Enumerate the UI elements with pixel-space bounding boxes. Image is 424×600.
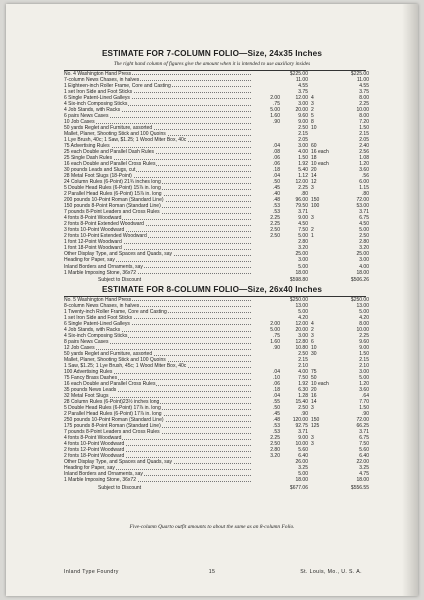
auxiliary-total: 1.50 (359, 125, 369, 132)
section-2-title: ESTIMATE FOR 8-COLUMN FOLIO—Size, 26x40 Inches (101, 285, 323, 294)
auxiliary-quantity: 2 (311, 107, 314, 114)
auxiliary-total: 5.00 (359, 309, 369, 316)
item-description-text: 4 Six-inch Composing Sticks (64, 101, 128, 108)
unit-price: .75 (273, 333, 280, 340)
auxiliary-total: .64 (362, 393, 369, 400)
item-description-text: 12 Job Cases (64, 345, 95, 352)
auxiliary-total: 2.56 (359, 149, 369, 156)
full-total: 2.15 (298, 357, 308, 364)
full-total: 2.50 (298, 351, 308, 358)
auxiliary-total: 6.75 (359, 435, 369, 442)
full-total: 2.05 (298, 137, 308, 144)
full-total: 3.00 (298, 333, 308, 340)
full-total: 96.00 (295, 197, 308, 204)
full-total: 4.55 (298, 83, 308, 90)
full-total: 9.00 (298, 435, 308, 442)
auxiliary-quantity: 6 (311, 339, 314, 346)
unit-price: .04 (273, 173, 280, 180)
full-total: 11.00 (295, 77, 308, 84)
footer-publisher: Inland Type Foundry (64, 569, 119, 575)
full-total: 9.60 (298, 113, 308, 120)
item-description-text: 2 Parallel Head Rules (6-Point) 17⅞ in. long (64, 411, 162, 418)
unit-price: .90 (273, 119, 280, 126)
auxiliary-total: 9.60 (359, 339, 369, 346)
subtotal-row (64, 276, 369, 284)
unit-price: .75 (273, 101, 280, 108)
auxiliary-quantity: 100 (311, 203, 320, 210)
full-total: 92.75 (295, 423, 308, 430)
item-description-text: 75 Fancy Brass Dashes (64, 375, 118, 382)
item-description-text: 4 fonts 10-Point Woodward (64, 441, 125, 448)
item-description-text: No. 5 Washington Hand Press (64, 297, 132, 303)
auxiliary-quantity: 2 (311, 327, 314, 334)
unit-price: .53 (273, 203, 280, 210)
subtotal-spacer (308, 276, 337, 284)
item-description-text: 10 Job Cases (64, 119, 95, 126)
auxiliary-total: 2.80 (359, 239, 369, 246)
full-total: 7.50 (298, 227, 308, 234)
full-total: 4.00 (298, 369, 308, 376)
item-description-text: 1 Eighteen-inch Roller Frame, Core and Casting (64, 83, 171, 90)
auxiliary-total: $225.00 (350, 71, 369, 77)
full-total: 3.25 (298, 465, 308, 472)
unit-price: 2.50 (270, 441, 280, 448)
unit-price: .53 (273, 429, 280, 436)
section-1-title: ESTIMATE FOR 7-COLUMN FOLIO—Size, 24x35 Inches (101, 49, 323, 58)
full-total: 13.00 (295, 303, 308, 310)
item-description-text: 4 fonts 8-Point Woodward (64, 215, 122, 222)
auxiliary-total: 4.50 (359, 221, 369, 228)
auxiliary-quantity: 4 (311, 321, 314, 328)
full-total: 5.40 (298, 167, 308, 174)
full-total: 10.80 (295, 345, 308, 352)
unit-price: .50 (273, 179, 280, 186)
item-description-text: 5 Double Head Rules (6-Point) 17⅞ in. long (64, 405, 161, 412)
auxiliary-total: 10.00 (356, 327, 369, 334)
item-description-text: 5 Double Head Rules (6-Point) 15⅞ in. long (64, 185, 161, 192)
item-description-text: 2 fonts 18-Point Woodward (64, 453, 125, 460)
full-total: $250.00 (289, 297, 308, 303)
full-total: 18.00 (295, 269, 308, 276)
full-total: 2.50 (298, 125, 308, 132)
auxiliary-quantity: 75 (311, 369, 317, 376)
full-total: 4.00 (298, 149, 308, 156)
item-description-text: 7 pounds 8-Point Leaders and Cross Rules (64, 429, 160, 436)
section-1-rows (64, 71, 369, 283)
item-description-text: 3 fonts 10-Point Woodward (64, 227, 125, 234)
catalog-page (6, 4, 418, 596)
auxiliary-total: 1.20 (359, 381, 369, 388)
item-description-text: 6 pairs News Cases (64, 113, 109, 120)
auxiliary-total: 9.00 (359, 345, 369, 352)
auxiliary-total: 2.15 (359, 357, 369, 364)
item-description-text: Inland Borders and Ornaments, say (64, 471, 143, 478)
item-description-text: 4 Six-inch Composing Sticks (64, 333, 128, 340)
item-description-text: 16 each Double and Parallel Cross Rules (64, 161, 156, 168)
item-description-text: 250 pounds 10-Point Roman (Standard Line) (64, 417, 164, 424)
auxiliary-total: 3.75 (359, 89, 369, 96)
auxiliary-total: 3.60 (359, 387, 369, 394)
page-binding-shadow (402, 4, 418, 596)
auxiliary-total: 4.00 (359, 263, 369, 270)
unit-price: .55 (273, 399, 280, 406)
item-description-text: 1 set Iron Side and Foot Sticks (64, 89, 133, 96)
auxiliary-quantity: 3 (311, 101, 314, 108)
item-description-text: 7 pounds 8-Point Leaders and Cross Rules (64, 209, 160, 216)
unit-price: 3.20 (270, 453, 280, 460)
auxiliary-quantity: 5 (311, 113, 314, 120)
unit-price: .06 (273, 381, 280, 388)
full-total: 5.00 (298, 471, 308, 478)
auxiliary-total: 13.00 (356, 303, 369, 310)
unit-price: 2.80 (270, 447, 280, 454)
full-total: 3.20 (298, 245, 308, 252)
full-total: 1.12 (298, 173, 308, 180)
auxiliary-total: 3.60 (359, 167, 369, 174)
auxiliary-total: 18.00 (356, 477, 369, 484)
auxiliary-total: 5.00 (359, 375, 369, 382)
item-description-text: 50 yards Reglet and Furniture, assorted (64, 351, 153, 358)
item-description-text: Other Display Type, and Spaces and Quads, say (64, 251, 173, 258)
item-description-text: 2 Parallel Head Rules (6-Point) 15⅞ in. long (64, 191, 162, 198)
item-description-text: 8 pairs News Cases (64, 339, 109, 346)
auxiliary-total: 2.15 (359, 131, 369, 138)
auxiliary-total: 3.00 (359, 369, 369, 376)
auxiliary-quantity: 30 (311, 351, 317, 358)
item-description-text: Mallet, Planer, Shooting Stick and 100 Quoins (64, 357, 166, 364)
auxiliary-total: 1.50 (359, 405, 369, 412)
unit-price: .08 (273, 149, 280, 156)
full-total: 1.92 (298, 161, 308, 168)
full-total: $225.00 (289, 71, 308, 77)
item-description-text: 1 Marble Imposing Stone, 36x72 (64, 477, 136, 484)
full-total: .90 (301, 411, 308, 418)
subtotal-auxiliary: $506.26 (350, 277, 369, 284)
item-description-text: 25 Single Dash Rules (64, 155, 113, 162)
auxiliary-total: 2.50 (359, 233, 369, 240)
unit-price: .40 (273, 191, 280, 198)
auxiliary-quantity: 4 (311, 95, 314, 102)
unit-price: .48 (273, 417, 280, 424)
full-total: .80 (301, 191, 308, 198)
unit-price: .45 (273, 185, 280, 192)
unit-price: .04 (273, 369, 280, 376)
item-description-text: 24 Column Rules (6-Point) 21¾ inches long (64, 179, 161, 186)
full-total: 3.00 (298, 101, 308, 108)
auxiliary-quantity: 60 (311, 143, 317, 150)
section-2-rows (64, 297, 369, 491)
item-description-text: 2 fonts 12-Point Woodward (64, 447, 125, 454)
item-description-text: 1 font 12-Point Woodward (64, 239, 122, 246)
full-total: 120.00 (292, 417, 308, 424)
auxiliary-quantity: 10 each (311, 381, 329, 388)
subtotal-auxiliary: $556.55 (350, 484, 369, 491)
auxiliary-quantity: 14 (311, 173, 317, 180)
section-2-estimate-table (64, 297, 369, 491)
unit-price: .04 (273, 143, 280, 150)
auxiliary-quantity: 20 (311, 387, 317, 394)
full-total: 20.00 (295, 327, 308, 334)
auxiliary-quantity: 150 (311, 417, 320, 424)
unit-price: .06 (273, 155, 280, 162)
auxiliary-total: 72.00 (356, 417, 369, 424)
unit-price: .10 (273, 375, 280, 382)
auxiliary-total: 18.00 (356, 269, 369, 276)
item-description-text: Other Display Type, and Spaces and Quads, say (64, 459, 173, 466)
item-description-text: 75 Advertising Rules (64, 143, 110, 150)
auxiliary-total: 3.71 (359, 209, 369, 216)
auxiliary-quantity: 16 each (311, 149, 329, 156)
auxiliary-total: .90 (362, 411, 369, 418)
auxiliary-quantity: 3 (311, 435, 314, 442)
full-total: 12.00 (295, 321, 308, 328)
full-total: 12.80 (295, 339, 308, 346)
full-total: 2.80 (298, 239, 308, 246)
unit-price: .06 (273, 161, 280, 168)
auxiliary-total: .56 (362, 173, 369, 180)
auxiliary-total: 22.00 (356, 459, 369, 466)
auxiliary-total: 25.00 (356, 251, 369, 258)
full-total: 26.00 (295, 459, 308, 466)
unit-price: 5.00 (270, 107, 280, 114)
auxiliary-quantity: 8 (311, 119, 314, 126)
item-description-text: 6 Single Patent-Lined Galleys (64, 95, 130, 102)
item-description-text: 32 Metal Foot Slugs (64, 393, 109, 400)
unit-price: 2.00 (270, 95, 280, 102)
auxiliary-quantity: 18 (311, 155, 317, 162)
item-description-text: Inland Borders and Ornaments, say (64, 263, 143, 270)
auxiliary-total: 3.71 (359, 429, 369, 436)
auxiliary-total: 8.00 (359, 95, 369, 102)
unit-price: 5.00 (270, 327, 280, 334)
auxiliary-total: 10.00 (356, 107, 369, 114)
item-description-text: 1 Lye Brush, 40c; 1 Saw, $1.25; 1 Wood Miter Box, 40c (64, 137, 187, 144)
item-description-text: 50 yards Reglet and Furniture, assorted (64, 125, 153, 132)
full-total: 15.40 (295, 399, 308, 406)
auxiliary-total: 53.00 (356, 203, 369, 210)
unit-price: .53 (273, 423, 280, 430)
item-description-text: Mallet, Planer, Shooting Stick and 100 Quoins (64, 131, 166, 138)
item-description-text: 28 Column Rules (6-Point)23½ inches long (64, 399, 160, 406)
item-description-text: 35 pounds News Leads (64, 387, 117, 394)
item-description-text: Heading for Paper, say (64, 257, 115, 264)
auxiliary-total: 11.00 (356, 77, 369, 84)
unit-price: .48 (273, 197, 280, 204)
full-total: 1.28 (298, 393, 308, 400)
auxiliary-quantity: 50 (311, 375, 317, 382)
full-total: 2.50 (298, 405, 308, 412)
auxiliary-total: 3.20 (359, 245, 369, 252)
auxiliary-total: 7.50 (359, 441, 369, 448)
unit-price: 2.25 (270, 435, 280, 442)
auxiliary-total: 2.05 (359, 137, 369, 144)
auxiliary-quantity: 3 (311, 405, 314, 412)
auxiliary-total: 3.25 (359, 465, 369, 472)
full-total: 5.00 (298, 233, 308, 240)
full-total: 7.50 (298, 375, 308, 382)
item-description-text: 4 Job Stands, with Racks (64, 327, 121, 334)
footer-page-number: 15 (208, 569, 216, 575)
item-description-text: 200 pounds 10-Point Roman (Standard Line) (64, 197, 164, 204)
item-description-text: 25 each Double and Parallel Dash Rules (64, 149, 155, 156)
unit-price: 2.50 (270, 227, 280, 234)
auxiliary-quantity: 2 (311, 227, 314, 234)
item-description-text: Heading for Paper, say (64, 465, 115, 472)
full-total: 3.71 (298, 209, 308, 216)
item-description-text: 1 Marble Imposing Stone, 36x72 (64, 269, 136, 276)
auxiliary-total: .80 (362, 191, 369, 198)
full-total: 5.00 (298, 309, 308, 316)
item-description-text: No. 4 Washington Hand Press (64, 71, 132, 77)
auxiliary-quantity: 10 (311, 125, 317, 132)
item-description-text: 7-column News Chases, in halves (64, 77, 140, 84)
auxiliary-total: 5.60 (359, 447, 369, 454)
unit-price: 1.60 (270, 113, 280, 120)
full-total: 79.50 (295, 203, 308, 210)
full-total: 1.92 (298, 381, 308, 388)
item-description-text: 2 fonts 8-Point Extended Woodward (64, 221, 144, 228)
full-total: 20.00 (295, 107, 308, 114)
full-total: 9.00 (298, 119, 308, 126)
auxiliary-total: 66.25 (356, 423, 369, 430)
auxiliary-quantity: 3 (311, 333, 314, 340)
unit-price: 2.25 (270, 221, 280, 228)
item-description-text: 100 Advertising Rules (64, 369, 113, 376)
auxiliary-total: 2.25 (359, 101, 369, 108)
full-total: 10.00 (295, 441, 308, 448)
full-total: 6.40 (298, 453, 308, 460)
item-description-text: 1 font 18-Point Woodward (64, 245, 122, 252)
subtotal-row (64, 483, 369, 491)
auxiliary-quantity: 16 (311, 393, 317, 400)
item-description-text: 8-column News Chases, in halves (64, 303, 140, 310)
unit-price: 1.60 (270, 339, 280, 346)
full-total: 4.50 (298, 221, 308, 228)
subtotal-full: $677.06 (289, 484, 308, 491)
auxiliary-total: 3.00 (359, 257, 369, 264)
auxiliary-quantity: 3 (311, 185, 314, 192)
full-total: 9.00 (298, 215, 308, 222)
unit-price: .18 (273, 167, 280, 174)
auxiliary-quantity: 20 (311, 167, 317, 174)
full-total: 25.00 (295, 251, 308, 258)
full-total: 4.20 (298, 315, 308, 322)
full-total: 1.50 (298, 155, 308, 162)
item-description-text: 1 Twenty-inch Roller Frame, Core and Casting (64, 309, 167, 316)
item-description-text: 28 Metal Foot Slugs (18-Point) (64, 173, 132, 180)
auxiliary-total: 7.20 (359, 119, 369, 126)
item-description-text: 2 fonts 10-Point Extended Woodward (64, 233, 147, 240)
subtotal-spacer (308, 483, 337, 491)
auxiliary-total: 2.40 (359, 143, 369, 150)
item-description-text: 4 Job Stands, with Racks (64, 107, 121, 114)
auxiliary-quantity: 14 (311, 399, 317, 406)
full-total: 2.10 (298, 363, 308, 370)
unit-price: .04 (273, 393, 280, 400)
subtotal-spacer (254, 483, 280, 491)
full-total: 3.00 (298, 257, 308, 264)
auxiliary-total: 7.70 (359, 399, 369, 406)
unit-price: .18 (273, 387, 280, 394)
full-total: 2.25 (298, 185, 308, 192)
full-total: 12.00 (295, 179, 308, 186)
item-description-text: 16 each Double and Parallel Cross Rules (64, 381, 156, 388)
full-total: 18.00 (295, 477, 308, 484)
auxiliary-quantity: 10 (311, 345, 317, 352)
section-1-estimate-table (64, 71, 369, 283)
auxiliary-quantity: 125 (311, 423, 320, 430)
auxiliary-total: 2.10 (359, 363, 369, 370)
item-description-text: 175 pounds 8-Point Roman (Standard Line) (64, 423, 161, 430)
subtotal-spacer (254, 276, 280, 284)
full-total: 3.75 (298, 89, 308, 96)
item-description-text: 6 Single Patent-Lined Galleys (64, 321, 130, 328)
outfit-footnote: Five-column Quarto outfit amounts to about the same as an 8-column Folio. (129, 524, 295, 530)
section-1-subtitle: The right hand column of figures give the amount when it is intended to use auxiliary insides (113, 61, 311, 67)
auxiliary-quantity: 3 (311, 441, 314, 448)
item-description-text: 30 pounds Leads and Slugs, cut (64, 167, 136, 174)
auxiliary-total: 5.00 (359, 227, 369, 234)
auxiliary-quantity: 12 (311, 179, 317, 186)
unit-price: .90 (273, 345, 280, 352)
full-total: 2.15 (298, 131, 308, 138)
unit-price: .50 (273, 405, 280, 412)
subtotal-label: Subject to Discount (98, 277, 142, 284)
footer-location: St. Louis, Mo., U. S. A. (300, 569, 362, 575)
unit-price: 2.00 (270, 321, 280, 328)
unit-price: 2.50 (270, 233, 280, 240)
item-description-text: 4 fonts 8-Point Woodward (64, 435, 122, 442)
item-description-text: 1 set Iron Side and Foot Sticks (64, 315, 133, 322)
auxiliary-quantity: 1 (311, 233, 314, 240)
auxiliary-quantity: 3 (311, 215, 314, 222)
full-total: 5.60 (298, 447, 308, 454)
auxiliary-quantity: 150 (311, 197, 320, 204)
subtotal-full: $598.80 (289, 277, 308, 284)
auxiliary-total: 72.00 (356, 197, 369, 204)
full-total: 3.00 (298, 143, 308, 150)
auxiliary-total: 2.25 (359, 333, 369, 340)
auxiliary-total: 1.15 (359, 185, 369, 192)
auxiliary-total: 6.75 (359, 215, 369, 222)
unit-price: 2.25 (270, 215, 280, 222)
auxiliary-total: 6.00 (359, 179, 369, 186)
item-description-text: 150 pounds 8-Point Roman (Standard Line) (64, 203, 161, 210)
unit-price: .53 (273, 209, 280, 216)
auxiliary-total: 8.00 (359, 321, 369, 328)
auxiliary-total: 8.00 (359, 113, 369, 120)
auxiliary-total: 4.55 (359, 83, 369, 90)
full-total: 12.00 (295, 95, 308, 102)
subtotal-label: Subject to Discount (98, 484, 142, 491)
auxiliary-total: $250.00 (350, 297, 369, 303)
auxiliary-total: 1.08 (359, 155, 369, 162)
auxiliary-total: 1.20 (359, 161, 369, 168)
auxiliary-total: 4.20 (359, 315, 369, 322)
auxiliary-total: 6.40 (359, 453, 369, 460)
full-total: 3.71 (298, 429, 308, 436)
auxiliary-quantity: 10 each (311, 161, 329, 168)
item-description-text: 1 Saw, $1.25; 1 Lye Brush, 45c; 1 Wood Miter Box, 40c (64, 363, 187, 370)
full-total: 5.00 (298, 263, 308, 270)
auxiliary-total: 4.75 (359, 471, 369, 478)
unit-price: .45 (273, 411, 280, 418)
auxiliary-total: 1.50 (359, 351, 369, 358)
full-total: 6.30 (298, 387, 308, 394)
